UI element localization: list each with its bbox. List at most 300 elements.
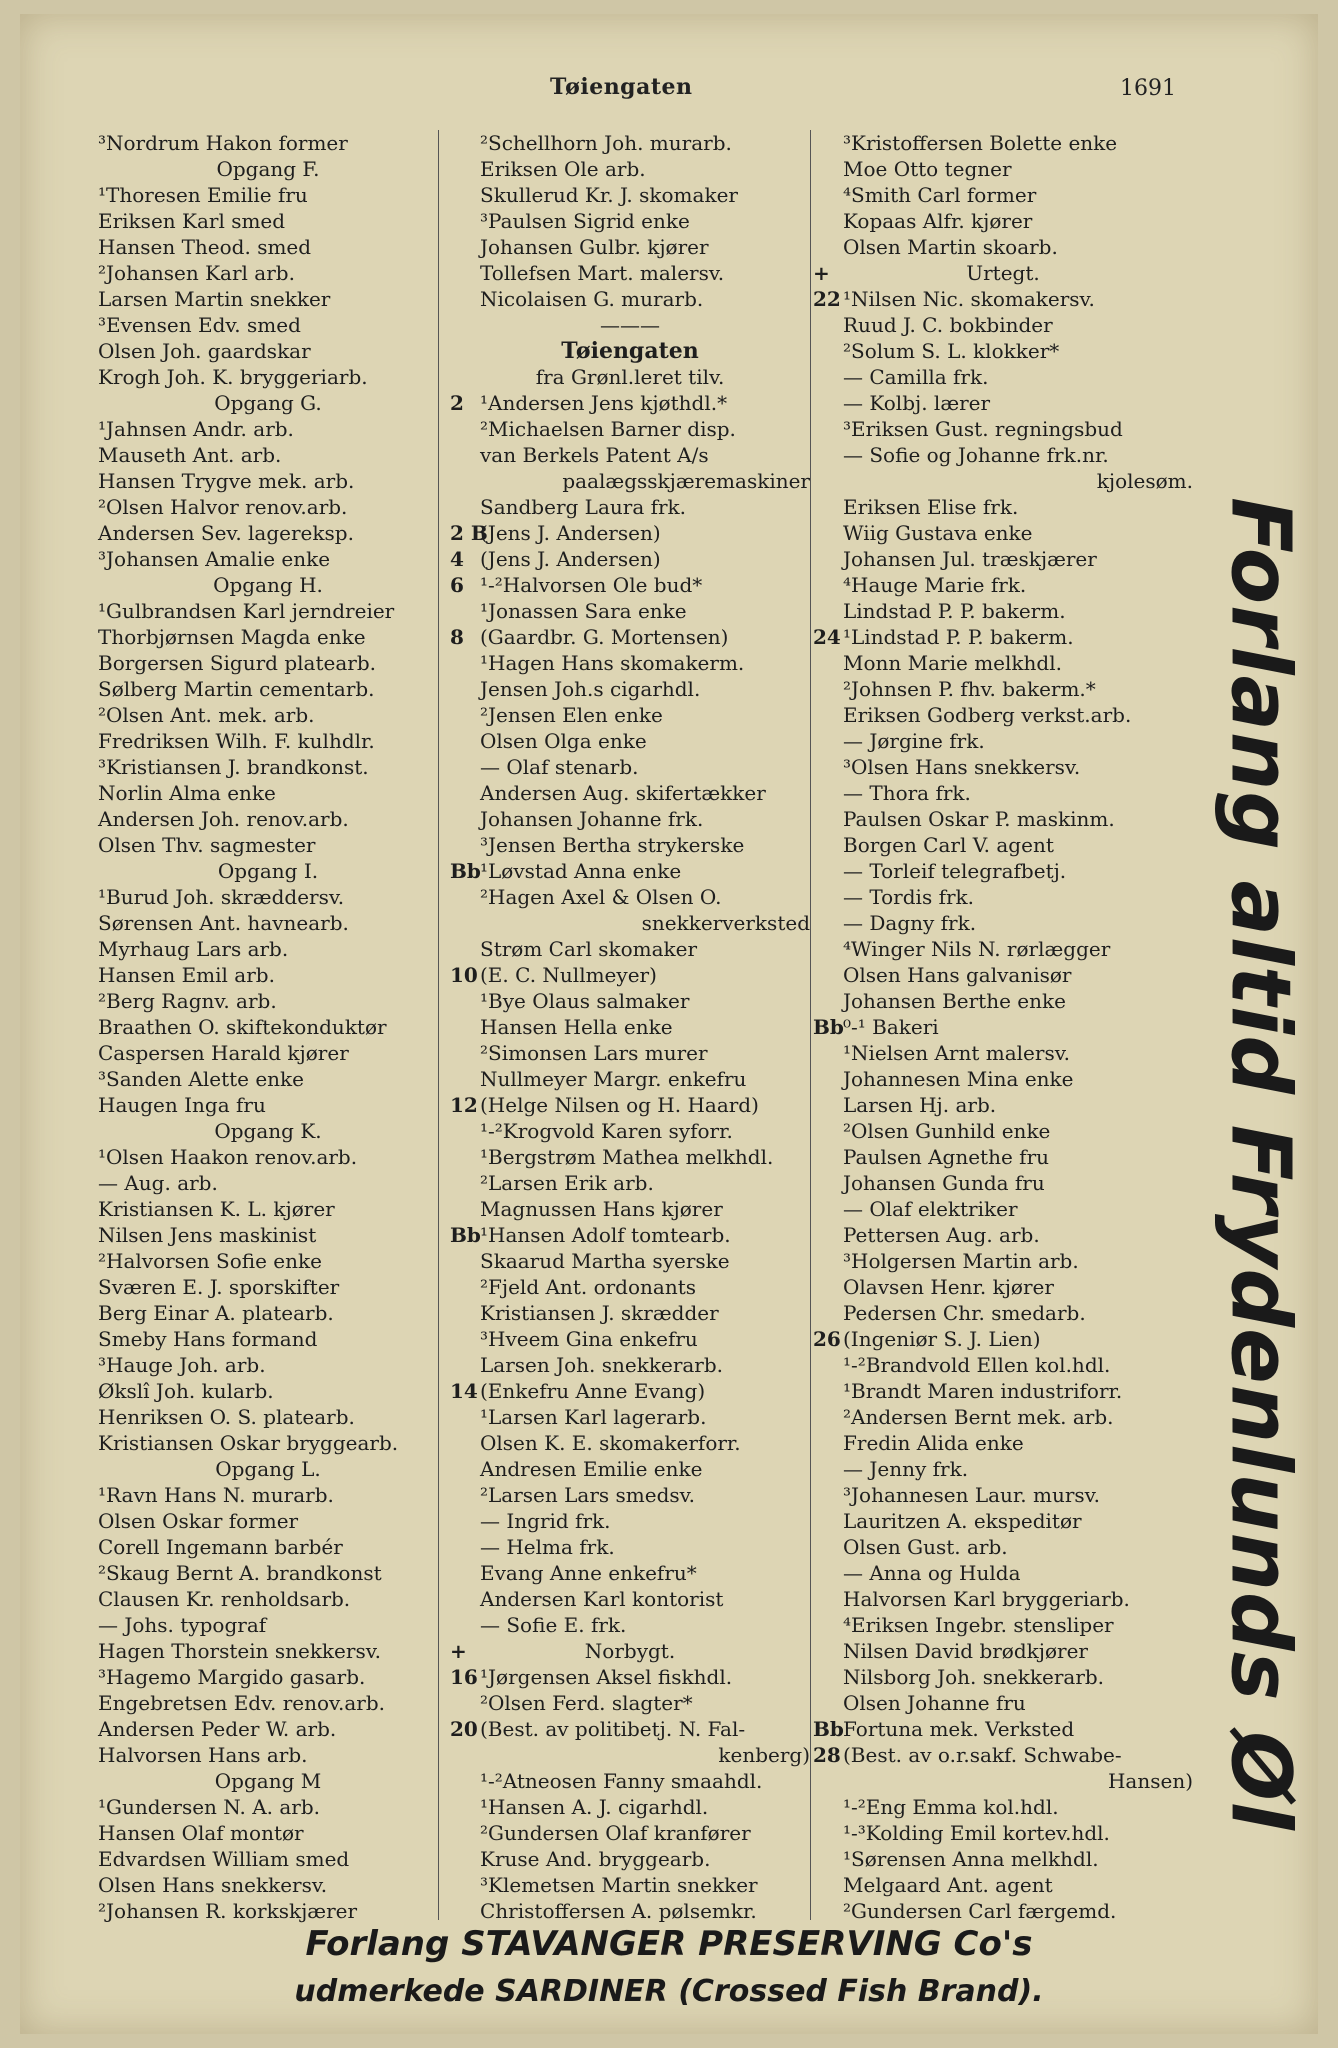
directory-column-3 — [813, 130, 1193, 1924]
directory-entry — [450, 208, 810, 234]
resident-entry: Olavsen Henr. kjører — [843, 1275, 1054, 1299]
resident-entry: Myrhaug Lars arb. — [98, 937, 289, 961]
directory-entry — [98, 1690, 438, 1716]
directory-entry — [450, 1482, 810, 1508]
directory-entry — [450, 624, 810, 650]
resident-entry: — Tordis frk. — [843, 885, 975, 909]
resident-entry: Thorbjørnsen Magda enke — [98, 625, 366, 649]
resident-entry: Johansen Gulbr. kjører — [480, 235, 709, 259]
resident-entry: ¹Hansen A. J. cigarhdl. — [480, 1795, 709, 1819]
resident-entry: Berg Einar A. platearb. — [98, 1301, 334, 1325]
house-number: Bb — [813, 1015, 844, 1039]
resident-entry: ¹Sørensen Anna melkhdl. — [843, 1847, 1099, 1871]
resident-entry: — Helma frk. — [480, 1535, 615, 1559]
directory-entry — [450, 156, 810, 182]
resident-entry: ²Halvorsen Sofie enke — [98, 1249, 322, 1273]
resident-entry: kjolesøm. — [1096, 469, 1193, 493]
resident-entry: ¹Gulbrandsen Karl jerndreier — [98, 599, 395, 623]
directory-entry — [98, 1196, 438, 1222]
directory-entry — [450, 598, 810, 624]
resident-entry: Sandberg Laura frk. — [480, 495, 687, 519]
directory-entry — [98, 936, 438, 962]
resident-entry: Jensen Joh.s cigarhdl. — [480, 677, 701, 701]
directory-entry — [450, 962, 810, 988]
resident-entry: ²Schellhorn Joh. murarb. — [480, 131, 732, 155]
directory-entry — [813, 624, 1193, 650]
directory-entry — [450, 650, 810, 676]
directory-entry — [98, 1326, 438, 1352]
directory-page — [20, 14, 1318, 2034]
resident-entry: Kristiansen J. skrædder — [480, 1301, 719, 1325]
directory-entry — [450, 1170, 810, 1196]
resident-entry: ¹-²Atneosen Fanny smaahdl. — [480, 1769, 763, 1793]
directory-entry — [813, 1534, 1193, 1560]
resident-entry: Norlin Alma enke — [98, 781, 276, 805]
resident-entry: ¹-³Kolding Emil kortev.hdl. — [843, 1821, 1110, 1845]
resident-entry: ³Klemetsen Martin snekker — [480, 1873, 758, 1897]
directory-entry — [813, 1638, 1193, 1664]
directory-entry — [813, 780, 1193, 806]
directory-entry — [98, 1144, 438, 1170]
section-heading: Opgang I. — [217, 859, 319, 883]
resident-entry: ³Evensen Edv. smed — [98, 313, 301, 337]
directory-entry — [98, 260, 438, 286]
resident-entry: ¹Jørgensen Aksel fiskhdl. — [480, 1665, 733, 1689]
resident-entry: ³Eriksen Gust. regningsbud — [843, 417, 1123, 441]
side-advertisement-text: Forlang altid Frydenlunds Øl — [1212, 497, 1308, 1831]
directory-entry — [98, 156, 438, 182]
house-number: 12 — [450, 1093, 478, 1117]
directory-entry — [450, 1716, 810, 1742]
resident-entry: Melgaard Ant. agent — [843, 1873, 1053, 1897]
resident-entry: Caspersen Harald kjører — [98, 1041, 349, 1065]
resident-entry: (Gaardbr. G. Mortensen) — [480, 625, 729, 649]
resident-entry: van Berkels Patent A/s — [480, 443, 709, 467]
directory-entry — [813, 1196, 1193, 1222]
directory-entry — [98, 962, 438, 988]
directory-entry — [813, 988, 1193, 1014]
resident-entry: — Anna og Hulda — [843, 1561, 1021, 1585]
resident-entry: Edvardsen William smed — [98, 1847, 350, 1871]
resident-entry: — Thora frk. — [843, 781, 971, 805]
directory-entry — [98, 546, 438, 572]
resident-entry: — Kolbj. lærer — [843, 391, 991, 415]
directory-entry — [813, 260, 1193, 286]
directory-entry — [813, 520, 1193, 546]
side-advertisement — [1205, 464, 1315, 1864]
resident-entry: ²Skaug Bernt A. brandkonst — [98, 1561, 382, 1585]
resident-entry: Andersen Joh. renov.arb. — [98, 807, 349, 831]
resident-entry: Olsen Oskar former — [98, 1509, 299, 1533]
resident-entry: ⁴Smith Carl former — [843, 183, 1037, 207]
resident-entry: Johansen Jul. træskjærer — [843, 547, 1097, 571]
resident-entry: ³Nordrum Hakon former — [98, 131, 348, 155]
directory-entry — [98, 1430, 438, 1456]
resident-entry: ²Gundersen Carl færgemd. — [843, 1899, 1117, 1923]
directory-entry — [450, 234, 810, 260]
resident-entry: Olsen Johanne fru — [843, 1691, 1026, 1715]
directory-entry — [450, 1196, 810, 1222]
directory-entry — [450, 1586, 810, 1612]
directory-entry — [813, 858, 1193, 884]
resident-entry: — Ingrid frk. — [480, 1509, 611, 1533]
directory-entry — [813, 702, 1193, 728]
section-heading: Tøiengaten — [561, 338, 699, 364]
resident-entry: Johannesen Mina enke — [843, 1067, 1074, 1091]
directory-entry — [450, 702, 810, 728]
directory-entry — [813, 156, 1193, 182]
directory-entry — [98, 598, 438, 624]
directory-entry — [450, 1040, 810, 1066]
resident-entry: (E. C. Nullmeyer) — [480, 963, 657, 987]
resident-entry: ¹Bye Olaus salmaker — [480, 989, 690, 1013]
directory-entry — [98, 1118, 438, 1144]
resident-entry: ¹Bergstrøm Mathea melkhdl. — [480, 1145, 774, 1169]
resident-entry: Eriksen Godberg verkst.arb. — [843, 703, 1132, 727]
directory-entry — [98, 1508, 438, 1534]
directory-entry — [98, 1586, 438, 1612]
house-number: 22 — [813, 287, 841, 311]
directory-entry — [813, 1170, 1193, 1196]
resident-entry: ²Larsen Lars smedsv. — [480, 1483, 695, 1507]
directory-entry — [98, 1638, 438, 1664]
resident-entry: — Dagny frk. — [843, 911, 977, 935]
resident-entry: Lauritzen A. ekspeditør — [843, 1509, 1082, 1533]
directory-entry — [450, 1326, 810, 1352]
directory-entry — [813, 1898, 1193, 1924]
resident-entry: — Olaf elektriker — [843, 1197, 1018, 1221]
directory-entry — [450, 1300, 810, 1326]
directory-entry — [813, 1716, 1193, 1742]
resident-entry: Clausen Kr. renholdsarb. — [98, 1587, 351, 1611]
resident-entry: Nilsborg Joh. snekkerarb. — [843, 1665, 1105, 1689]
directory-entry — [813, 1066, 1193, 1092]
resident-entry: Ruud J. C. bokbinder — [843, 313, 1053, 337]
resident-entry: ¹Jonassen Sara enke — [480, 599, 687, 623]
directory-entry — [450, 1690, 810, 1716]
directory-entry — [98, 1248, 438, 1274]
resident-entry: Braathen O. skiftekonduktør — [98, 1015, 387, 1039]
directory-entry — [813, 1040, 1193, 1066]
directory-entry — [450, 1352, 810, 1378]
resident-entry: ²Simonsen Lars murer — [480, 1041, 708, 1065]
directory-entry — [450, 1274, 810, 1300]
directory-entry — [98, 182, 438, 208]
resident-entry: ¹Gundersen N. A. arb. — [98, 1795, 321, 1819]
section-heading: Opgang K. — [214, 1119, 322, 1143]
directory-entry — [450, 754, 810, 780]
directory-entry — [450, 1872, 810, 1898]
directory-entry — [98, 494, 438, 520]
resident-entry: Olsen Joh. gaardskar — [98, 339, 311, 363]
resident-entry: ²Olsen Halvor renov.arb. — [98, 495, 348, 519]
resident-entry: ¹Nielsen Arnt malersv. — [843, 1041, 1070, 1065]
resident-entry: ¹Lindstad P. P. bakerm. — [843, 625, 1074, 649]
resident-entry: (Jens J. Andersen) — [480, 521, 661, 545]
directory-entry — [450, 572, 810, 598]
directory-entry — [813, 572, 1193, 598]
resident-entry: Nullmeyer Margr. enkefru — [480, 1067, 747, 1091]
bottom-advertisement-line2: udmerkede SARDINER (Crossed Fish Brand). — [294, 1974, 1044, 2009]
directory-entry — [450, 182, 810, 208]
directory-entry — [98, 520, 438, 546]
directory-entry — [813, 806, 1193, 832]
resident-entry: Johansen Gunda fru — [843, 1171, 1045, 1195]
directory-entry — [98, 1170, 438, 1196]
directory-entry — [450, 364, 810, 390]
directory-entry — [813, 650, 1193, 676]
column-divider — [810, 130, 811, 1920]
resident-entry: ²Jensen Elen enke — [480, 703, 663, 727]
directory-entry — [98, 1794, 438, 1820]
resident-entry: ³Hagemo Margido gasarb. — [98, 1665, 366, 1689]
resident-entry: ²Andersen Bernt mek. arb. — [843, 1405, 1114, 1429]
resident-entry: ¹Thoresen Emilie fru — [98, 183, 308, 207]
directory-entry — [98, 624, 438, 650]
directory-entry — [813, 416, 1193, 442]
resident-entry: ¹Andersen Jens kjøthdl.* — [480, 391, 728, 415]
directory-entry — [98, 1742, 438, 1768]
directory-entry — [450, 1248, 810, 1274]
directory-entry — [813, 1690, 1193, 1716]
directory-entry — [450, 1742, 810, 1768]
resident-entry: ⁴Hauge Marie frk. — [843, 573, 1027, 597]
directory-entry — [98, 780, 438, 806]
directory-entry — [450, 1378, 810, 1404]
resident-entry: Andresen Emilie enke — [480, 1457, 703, 1481]
directory-entry — [813, 1092, 1193, 1118]
directory-entry — [450, 1846, 810, 1872]
directory-entry — [450, 1222, 810, 1248]
directory-entry — [98, 338, 438, 364]
directory-entry — [813, 1222, 1193, 1248]
directory-entry — [98, 1066, 438, 1092]
directory-entry — [98, 884, 438, 910]
directory-entry — [813, 1014, 1193, 1040]
house-number: Bb — [813, 1717, 844, 1741]
section-heading: Opgang G. — [214, 391, 322, 415]
directory-entry — [98, 1040, 438, 1066]
directory-entry — [813, 1248, 1193, 1274]
resident-entry: Kristiansen K. L. kjører — [98, 1197, 335, 1221]
resident-entry: (Enkefru Anne Evang) — [480, 1379, 706, 1403]
directory-entry — [813, 884, 1193, 910]
resident-entry: ³Paulsen Sigrid enke — [480, 209, 690, 233]
house-number: 16 — [450, 1665, 478, 1689]
directory-entry — [813, 1274, 1193, 1300]
resident-entry: ¹Jahnsen Andr. arb. — [98, 417, 294, 441]
directory-entry — [450, 390, 810, 416]
directory-entry — [98, 832, 438, 858]
directory-entry — [450, 936, 810, 962]
house-number: Bb — [450, 859, 481, 883]
directory-column-1 — [98, 130, 438, 1924]
resident-entry: Pedersen Chr. smedarb. — [843, 1301, 1086, 1325]
section-heading: Opgang L. — [215, 1457, 321, 1481]
directory-entry — [450, 806, 810, 832]
resident-entry: ⁴Winger Nils N. rørlægger — [843, 937, 1111, 961]
section-heading: Opgang H. — [213, 573, 323, 597]
directory-entry — [450, 832, 810, 858]
resident-entry: Hansen Theod. smed — [98, 235, 312, 259]
house-number: 14 — [450, 1379, 478, 1403]
section-heading: Opgang M — [214, 1769, 322, 1793]
resident-entry: ²Olsen Gunhild enke — [843, 1119, 1051, 1143]
directory-entry — [450, 468, 810, 494]
directory-entry — [813, 1300, 1193, 1326]
house-number: 2 B — [450, 521, 488, 545]
directory-entry — [450, 1820, 810, 1846]
resident-entry: ³Sanden Alette enke — [98, 1067, 305, 1091]
resident-entry: ¹-²Halvorsen Ole bud* — [480, 573, 703, 597]
resident-entry: Sølberg Martin cementarb. — [98, 677, 375, 701]
house-number: 24 — [813, 625, 841, 649]
resident-entry: Andersen Karl kontorist — [480, 1587, 724, 1611]
resident-entry: ³Hveem Gina enkefru — [480, 1327, 698, 1351]
directory-entry — [98, 1612, 438, 1638]
directory-entry — [813, 1742, 1193, 1768]
directory-entry — [813, 1378, 1193, 1404]
resident-entry: ³Hauge Joh. arb. — [98, 1353, 266, 1377]
directory-entry — [450, 546, 810, 572]
resident-entry: ¹Nilsen Nic. skomakersv. — [843, 287, 1095, 311]
resident-entry: Nicolaisen G. murarb. — [480, 287, 704, 311]
directory-entry — [450, 1092, 810, 1118]
resident-entry: ²Johansen Karl arb. — [98, 261, 295, 285]
directory-entry — [98, 676, 438, 702]
resident-entry: paalægsskjæremaskiner — [562, 469, 810, 493]
resident-entry: ³Jensen Bertha strykerske — [480, 833, 745, 857]
directory-entry — [98, 234, 438, 260]
resident-entry: — Jørgine frk. — [843, 729, 985, 753]
resident-entry: — Jenny frk. — [843, 1457, 969, 1481]
resident-entry: Magnussen Hans kjører — [480, 1197, 723, 1221]
directory-entry — [450, 1456, 810, 1482]
resident-entry: ¹Burud Joh. skræddersv. — [98, 885, 345, 909]
resident-entry: Sværen E. J. sporskifter — [98, 1275, 340, 1299]
directory-entry — [98, 416, 438, 442]
section-heading: Opgang F. — [216, 157, 320, 181]
directory-entry — [813, 1560, 1193, 1586]
directory-entry — [450, 1144, 810, 1170]
resident-entry: — Torleif telegrafbetj. — [843, 859, 1067, 883]
directory-entry — [98, 910, 438, 936]
resident-entry: kenberg) — [718, 1743, 810, 1767]
resident-entry: ²Fjeld Ant. ordonants — [480, 1275, 696, 1299]
resident-entry: Eriksen Elise frk. — [843, 495, 1019, 519]
resident-entry: Henriksen O. S. platearb. — [98, 1405, 355, 1429]
house-number: 2 — [450, 391, 464, 415]
resident-entry: (Best. av o.r.sakf. Schwabe- — [843, 1743, 1122, 1767]
resident-entry: Corell Ingemann barbér — [98, 1535, 343, 1559]
resident-entry: Olsen Thv. sagmester — [98, 833, 316, 857]
resident-entry: Larsen Martin snekker — [98, 287, 331, 311]
resident-entry: Andersen Peder W. arb. — [98, 1717, 337, 1741]
directory-entry — [450, 312, 810, 338]
directory-entry — [98, 1716, 438, 1742]
directory-entry — [98, 208, 438, 234]
directory-entry — [813, 1430, 1193, 1456]
resident-entry: ¹Ravn Hans N. murarb. — [98, 1483, 334, 1507]
resident-entry: ²Berg Ragnv. arb. — [98, 989, 277, 1013]
directory-entry — [450, 1118, 810, 1144]
resident-entry: Strøm Carl skomaker — [480, 937, 698, 961]
directory-entry — [98, 1534, 438, 1560]
house-number: 20 — [450, 1717, 478, 1741]
directory-entry — [450, 910, 810, 936]
resident-entry: Engebretsen Edv. renov.arb. — [98, 1691, 385, 1715]
house-number: 6 — [450, 573, 464, 597]
resident-entry: Lindstad P. P. bakerm. — [843, 599, 1066, 623]
resident-entry: ²Larsen Erik arb. — [480, 1171, 654, 1195]
resident-entry: Pettersen Aug. arb. — [843, 1223, 1040, 1247]
resident-entry: Andersen Aug. skifertækker — [480, 781, 766, 805]
resident-entry: ¹Hansen Adolf tomtearb. — [480, 1223, 731, 1247]
resident-entry: (Ingeniør S. J. Lien) — [843, 1327, 1041, 1351]
directory-entry — [450, 1066, 810, 1092]
resident-entry: Christoffersen A. pølsemkr. — [480, 1899, 757, 1923]
bottom-advertisement-line1: Forlang STAVANGER PRESERVING Co's — [305, 1924, 1033, 1964]
resident-entry: Paulsen Oskar P. maskinm. — [843, 807, 1115, 831]
directory-entry — [813, 1508, 1193, 1534]
resident-entry: Kruse And. bryggearb. — [480, 1847, 711, 1871]
section-heading: Norbygt. — [584, 1639, 676, 1663]
directory-entry — [98, 312, 438, 338]
section-heading: ——— — [600, 313, 660, 337]
directory-entry — [813, 728, 1193, 754]
directory-entry — [98, 1274, 438, 1300]
resident-entry: Smeby Hans formand — [98, 1327, 318, 1351]
resident-entry: — Johs. typograf — [98, 1613, 267, 1637]
directory-entry — [98, 1404, 438, 1430]
directory-entry — [813, 910, 1193, 936]
directory-entry — [98, 390, 438, 416]
directory-entry — [450, 1430, 810, 1456]
directory-entry — [450, 286, 810, 312]
directory-entry — [450, 1612, 810, 1638]
resident-entry: ²Gundersen Olaf kranfører — [480, 1821, 751, 1845]
directory-entry — [98, 1222, 438, 1248]
resident-entry: Johansen Johanne frk. — [480, 807, 704, 831]
directory-entry — [813, 130, 1193, 156]
resident-entry: (Helge Nilsen og H. Haard) — [480, 1093, 759, 1117]
resident-entry: Fredriksen Wilh. F. kulhdlr. — [98, 729, 375, 753]
directory-entry — [813, 182, 1193, 208]
directory-entry — [450, 676, 810, 702]
directory-entry — [98, 988, 438, 1014]
directory-entry — [813, 390, 1193, 416]
house-number: 4 — [450, 547, 464, 571]
resident-entry: Hansen Hella enke — [480, 1015, 673, 1039]
resident-entry: Skullerud Kr. J. skomaker — [480, 183, 738, 207]
directory-entry — [98, 754, 438, 780]
house-number: Bb — [450, 1223, 481, 1247]
directory-entry — [813, 1846, 1193, 1872]
directory-entry — [450, 1508, 810, 1534]
resident-entry: ²Solum S. L. klokker* — [843, 339, 1060, 363]
directory-entry — [98, 728, 438, 754]
resident-entry: ²Johansen R. korkskjærer — [98, 1899, 358, 1923]
directory-entry — [450, 1768, 810, 1794]
resident-entry: ¹Larsen Karl lagerarb. — [480, 1405, 707, 1429]
directory-entry — [98, 1898, 438, 1924]
resident-entry: (Jens J. Andersen) — [480, 547, 661, 571]
directory-entry — [450, 728, 810, 754]
resident-entry: Larsen Joh. snekkerarb. — [480, 1353, 724, 1377]
directory-entry — [813, 1456, 1193, 1482]
resident-entry: Halvorsen Karl bryggeriarb. — [843, 1587, 1130, 1611]
resident-entry: ²Olsen Ferd. slagter* — [480, 1691, 693, 1715]
